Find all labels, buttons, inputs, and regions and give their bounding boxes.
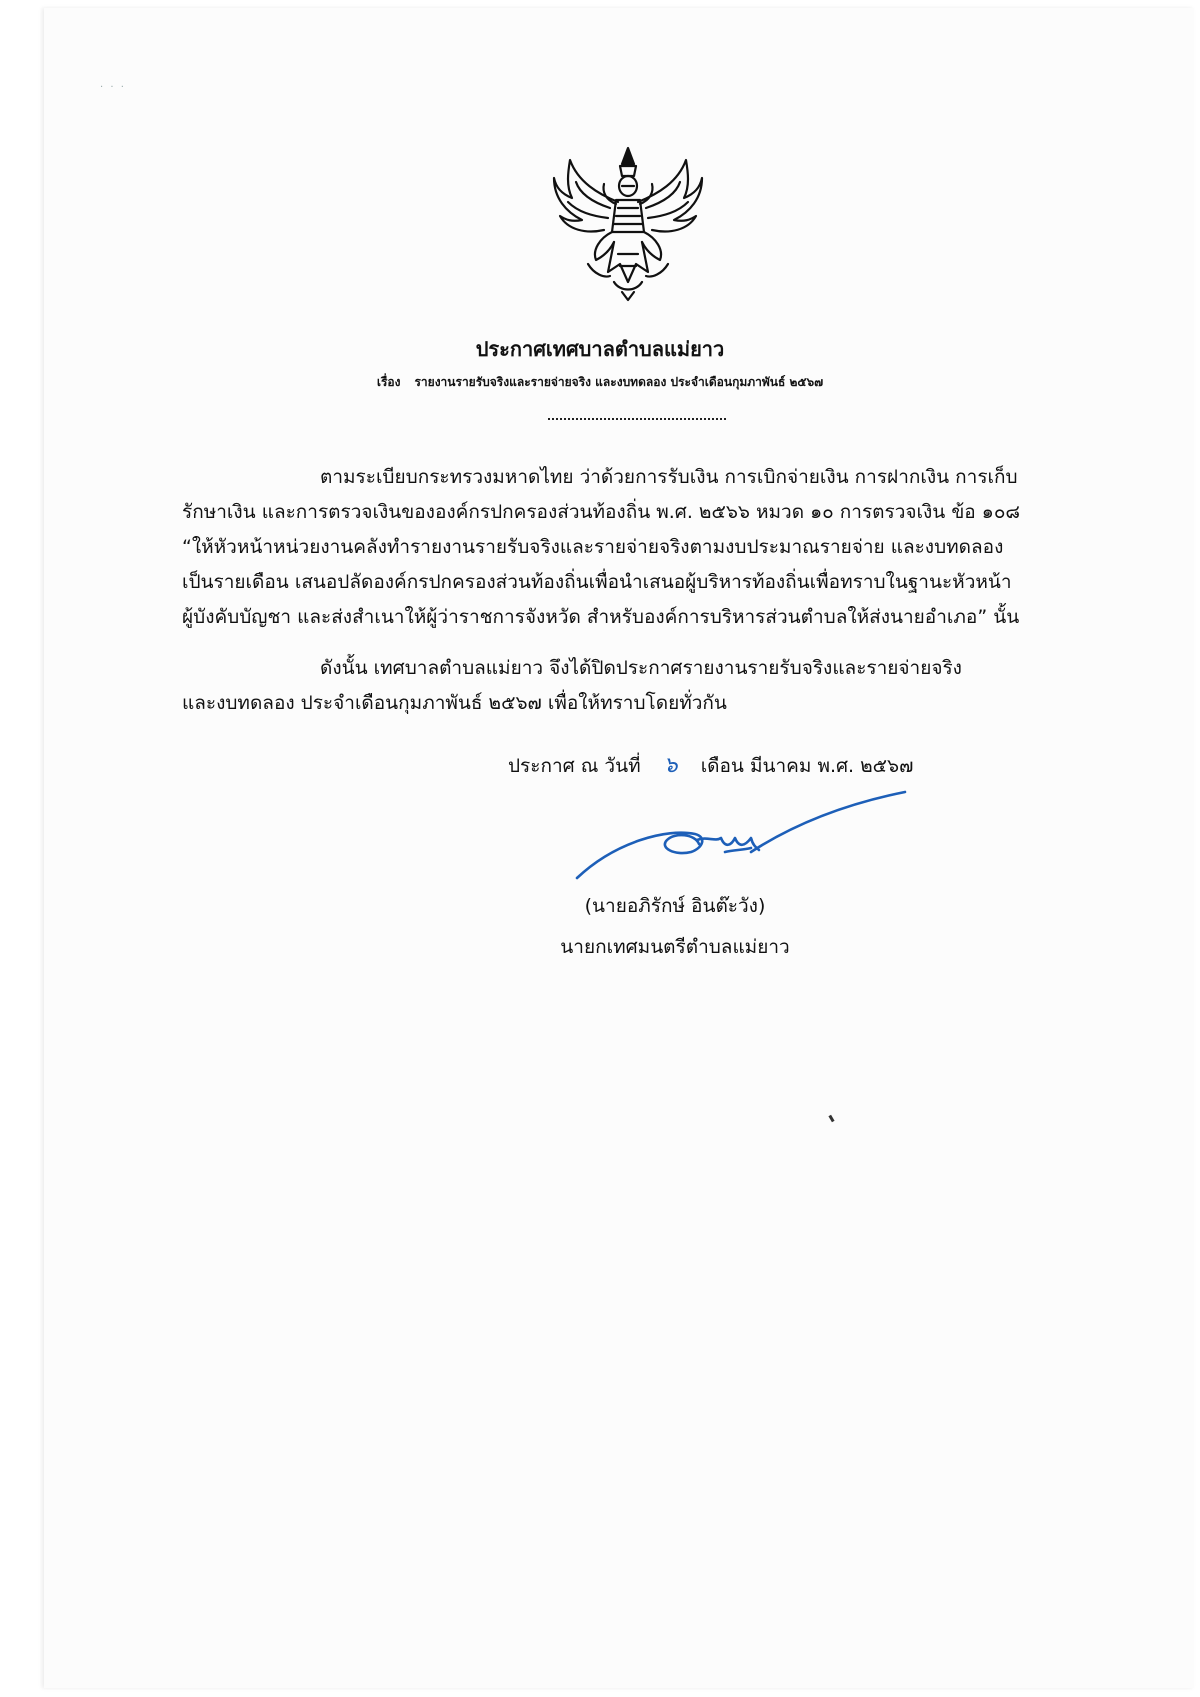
paragraph-line: ผู้บังคับบัญชา และส่งสำเนาให้ผู้ว่าราชการจังหวัด สำหรับองค์การบริหารส่วนตำบลให้ส่งนายอำเภอ” นั้น xyxy=(182,606,1020,628)
date-month-label: เดือน xyxy=(700,755,744,777)
document-subject xyxy=(0,373,1200,392)
date-year: พ.ศ. ๒๕๖๗ xyxy=(817,755,914,777)
paragraph-line: และงบทดลอง ประจำเดือนกุมภาพันธ์ ๒๕๖๗ เพื่อให้ทราบโดยทั่วกัน xyxy=(182,692,727,714)
signer-name: (นายอภิรักษ์ อินต๊ะวัง) xyxy=(584,895,766,917)
paragraph-line: ตามระเบียบกระทรวงมหาดไทย ว่าด้วยการรับเงิน การเบิกจ่ายเงิน การฝากเงิน การเก็บ xyxy=(320,466,1018,488)
scan-mark: · · · xyxy=(100,82,126,93)
paragraph-line: รักษาเงิน และการตรวจเงินขององค์กรปกครองส่วนท้องถิ่น พ.ศ. ๒๕๖๖ หมวด ๑๐ การตรวจเงิน ข้อ ๑๐๘ xyxy=(182,501,1021,523)
paragraph-line: “ให้หัวหน้าหน่วยงานคลังทำรายงานรายรับจริงและรายจ่ายจริงตามงบประมาณรายจ่าย และงบทดลอง xyxy=(182,536,1004,558)
date-month: มีนาคม xyxy=(749,755,812,777)
body-paragraph-2 xyxy=(182,651,1092,721)
signer-title: นายกเทศมนตรีตำบลแม่ยาว xyxy=(560,936,790,958)
date-prefix: ประกาศ ณ วันที่ xyxy=(508,755,641,777)
garuda-emblem-icon xyxy=(548,142,708,302)
announcement-date xyxy=(508,747,913,782)
date-day-handwritten: ๖ xyxy=(663,753,678,778)
dotted-separator xyxy=(548,418,726,420)
paragraph-line: เป็นรายเดือน เสนอปลัดองค์กรปกครองส่วนท้องถิ่นเพื่อนำเสนอผู้บริหารท้องถิ่นเพื่อทราบในฐานะหัวหน้า xyxy=(182,571,1012,593)
handwritten-signature xyxy=(575,790,915,900)
paragraph-line: ดังนั้น เทศบาลตำบลแม่ยาว จึงได้ปิดประกาศรายงานรายรับจริงและรายจ่ายจริง xyxy=(320,657,962,679)
subject-text: รายงานรายรับจริงและรายจ่ายจริง และงบทดลอง ประจำเดือนกุมภาพันธ์ ๒๕๖๗ xyxy=(414,375,824,389)
document-issuer: ประกาศเทศบาลตำบลแม่ยาว xyxy=(475,337,725,361)
subject-label: เรื่อง xyxy=(376,375,401,389)
body-paragraph-1 xyxy=(182,460,1092,635)
